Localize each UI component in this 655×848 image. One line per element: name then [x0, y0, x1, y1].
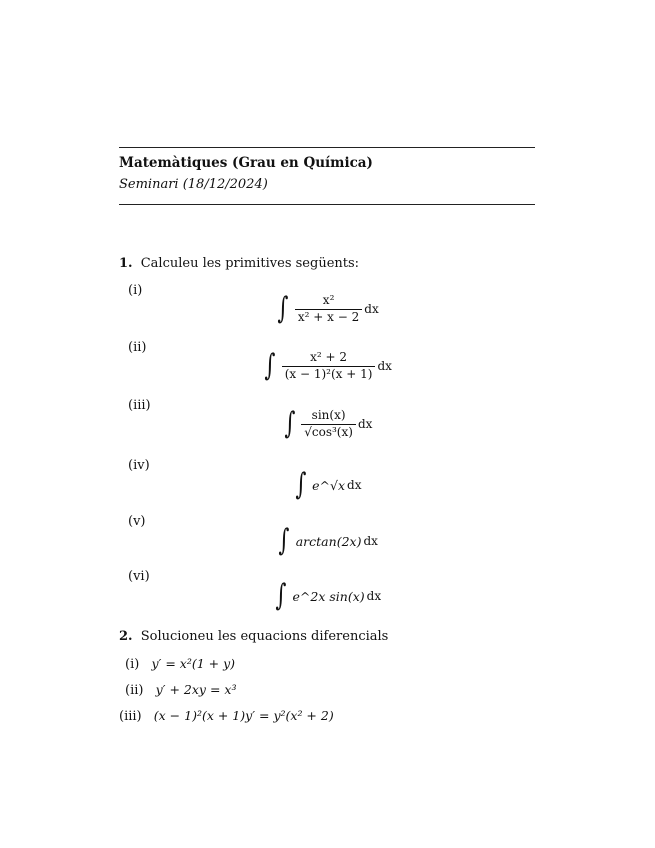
- differential: dx: [364, 302, 379, 317]
- q1-item-1-label: (i): [128, 283, 143, 298]
- denominator: x² + x − 2: [295, 309, 362, 325]
- question-2-number: 2.: [119, 629, 133, 644]
- q1-item-4-integral: [119, 467, 535, 502]
- integral-sign-icon: ∫: [277, 291, 289, 327]
- q2-item-1: [125, 656, 235, 672]
- numerator: sin(x): [311, 408, 346, 422]
- q2-item-2-label: (ii): [125, 683, 144, 698]
- fraction: [295, 294, 362, 325]
- fraction: [301, 409, 356, 440]
- q1-item-5-integral: [119, 523, 535, 558]
- q1-item-6-label: (vi): [128, 569, 150, 584]
- question-1-heading: [119, 256, 359, 271]
- integral-sign-icon: ∫: [275, 578, 287, 613]
- q2-item-2: [125, 682, 236, 698]
- q2-item-3-label: (iii): [119, 709, 142, 724]
- q1-item-3-label: (iii): [128, 398, 151, 413]
- q1-item-6-integral: [119, 578, 535, 613]
- integrand: e^2x sin(x): [292, 588, 365, 604]
- q2-item-2-equation: y′ + 2xy = x³: [155, 682, 237, 697]
- integral-sign-icon: ∫: [278, 523, 290, 558]
- q2-item-1-equation: y′ = x²(1 + y): [151, 656, 236, 671]
- differential: dx: [347, 478, 362, 492]
- q1-item-1-integral: [119, 291, 535, 327]
- q1-item-4-label: (iv): [128, 458, 150, 473]
- q1-item-2-label: (ii): [128, 340, 147, 355]
- differential: dx: [357, 417, 373, 432]
- document-subtitle: Seminari (18/12/2024): [119, 177, 268, 192]
- integrand: e^√x: [312, 477, 346, 493]
- q2-item-3: [119, 708, 334, 724]
- integral-sign-icon: ∫: [264, 348, 276, 384]
- question-1-number: 1.: [119, 256, 133, 271]
- q2-item-1-label: (i): [125, 657, 140, 672]
- integral-sign-icon: ∫: [283, 406, 295, 442]
- question-2-prompt: Solucioneu les equacions diferencials: [140, 629, 389, 644]
- integral-sign-icon: ∫: [294, 467, 306, 502]
- fraction: [282, 351, 376, 382]
- document-title: Matemàtiques (Grau en Química): [119, 155, 373, 171]
- header-top-rule: [119, 147, 535, 148]
- differential: dx: [377, 359, 392, 374]
- q1-item-3-integral: [119, 406, 535, 442]
- differential: dx: [366, 589, 382, 603]
- question-2-heading: [119, 629, 388, 644]
- differential: dx: [363, 534, 378, 548]
- denominator: √cos³(x): [301, 424, 356, 440]
- q1-item-5-label: (v): [128, 514, 146, 529]
- q2-item-3-equation: (x − 1)²(x + 1)y′ = y²(x² + 2): [153, 708, 334, 723]
- q1-item-2-integral: [119, 348, 535, 384]
- header-bottom-rule: [119, 204, 535, 205]
- integrand: arctan(2x): [295, 533, 362, 549]
- numerator: x² + 2: [310, 350, 348, 364]
- denominator: (x − 1)²(x + 1): [282, 366, 376, 382]
- numerator: x²: [322, 293, 335, 307]
- question-1-prompt: Calculeu les primitives següents:: [140, 256, 360, 271]
